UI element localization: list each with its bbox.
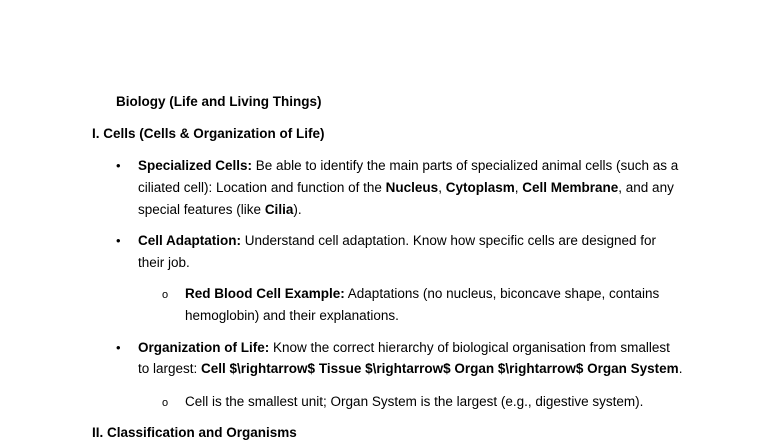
section-heading-classification: II. Classification and Organisms <box>92 425 297 440</box>
bullet-marker: • <box>116 158 121 173</box>
item-text: Understand cell adaptation. Know how specific cells are designed for <box>241 233 656 248</box>
item-label: Organization of Life: <box>138 340 270 355</box>
bullet-marker: • <box>116 340 121 355</box>
list-item-specialized-cells-line2 <box>138 178 674 198</box>
list-item-organization-of-life-line2 <box>138 359 682 379</box>
hierarchy-text: Cell $\rightarrow$ Tissue $\rightarrow$ Organ $\rightarrow$ Organ System <box>201 361 679 376</box>
item-text: . <box>678 361 683 376</box>
item-label: Cell Adaptation: <box>138 233 241 248</box>
term-cytoplasm: Cytoplasm <box>445 180 515 195</box>
item-text: Be able to identify the main parts of specialized animal cells (such as a <box>252 158 679 173</box>
document-title: Biology (Life and Living Things) <box>116 94 322 109</box>
item-text: Know the correct hierarchy of biological organisation from smallest <box>269 340 670 355</box>
item-text: Adaptations (no nucleus, biconcave shape, contains <box>344 286 660 301</box>
list-item-cell-adaptation-line2: their job. <box>138 255 190 270</box>
list-item-specialized-cells-line1 <box>138 156 678 176</box>
item-text: to largest: <box>138 361 202 376</box>
item-text: ). <box>293 202 302 217</box>
item-text: , <box>438 180 446 195</box>
sub-item-red-blood-cell-line1 <box>185 284 659 304</box>
section-heading-cells: I. Cells (Cells & Organization of Life) <box>92 126 325 141</box>
list-item-cell-adaptation-line1 <box>138 231 656 251</box>
term-nucleus: Nucleus <box>385 180 439 195</box>
item-text: special features (like <box>138 202 265 217</box>
list-item-specialized-cells-line3 <box>138 200 302 220</box>
item-label: Red Blood Cell Example: <box>185 286 345 301</box>
item-text: ciliated cell): Location and function of the <box>138 180 386 195</box>
sub-bullet-marker: o <box>162 289 169 301</box>
term-cilia: Cilia <box>264 202 294 217</box>
list-item-organization-of-life-line1 <box>138 338 670 358</box>
sub-item-smallest-largest: Cell is the smallest unit; Organ System is the largest (e.g., digestive system). <box>185 394 644 409</box>
sub-bullet-marker: o <box>162 397 169 409</box>
bullet-marker: • <box>116 233 121 248</box>
item-text: , and any <box>618 180 674 195</box>
item-label: Specialized Cells: <box>138 158 253 173</box>
term-cell-membrane: Cell Membrane <box>522 180 619 195</box>
sub-item-red-blood-cell-line2: hemoglobin) and their explanations. <box>185 308 399 323</box>
item-text: , <box>514 180 523 195</box>
